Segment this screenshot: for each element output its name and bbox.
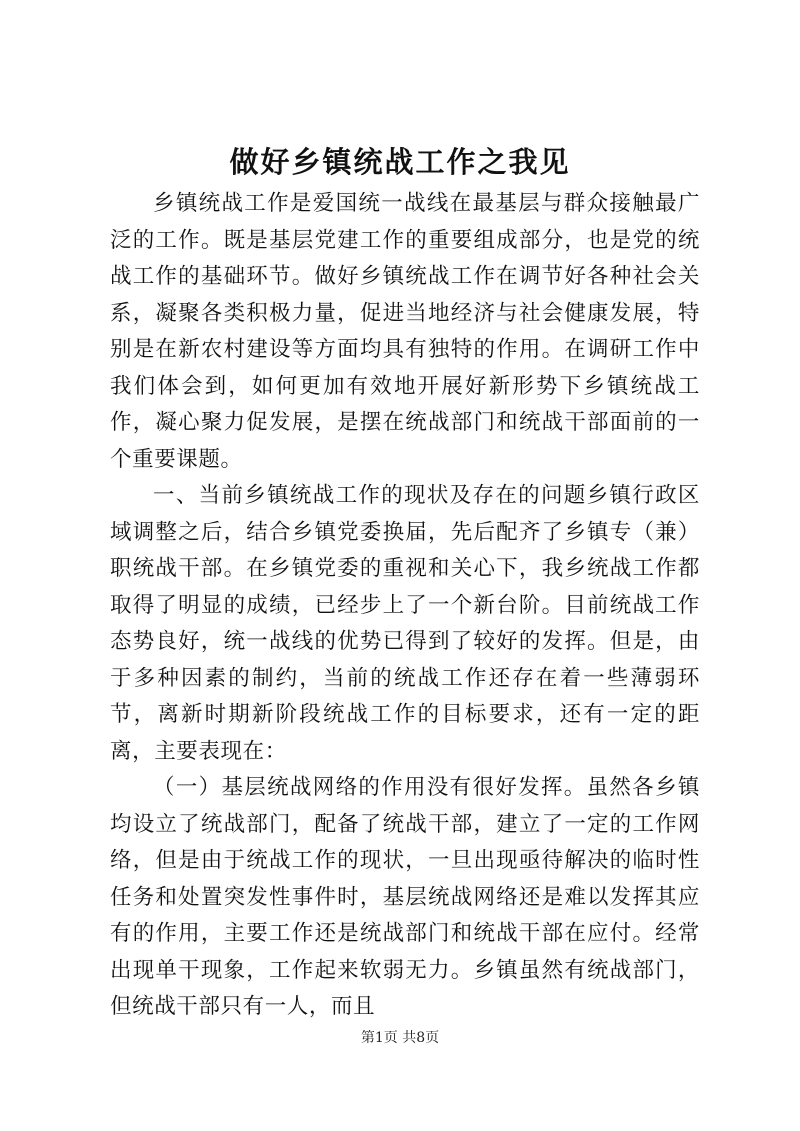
- paragraph-section-one: 一、当前乡镇统战工作的现状及存在的问题乡镇行政区域调整之后，结合乡镇党委换届，先后配齐了乡镇专（兼）职统战干部。在乡镇党委的重视和关心下，我乡统战工作都取得了明显的成绩，已经步上了一个新台阶。目前统战工作态势良好，统一战线的优势已得到了较好的发挥。但是，由于多种因素的制约，当前的统战工作还存在着一些薄弱环节，离新时期新阶段统战工作的目标要求，还有一定的距离，主要表现在：: [110, 483, 700, 764]
- paragraph-intro: 乡镇统战工作是爱国统一战线在最基层与群众接触最广泛的工作。既是基层党建工作的重要组成部分，也是党的统战工作的基础环节。做好乡镇统战工作在调节好各种社会关系，凝聚各类积极力量，促进当地经济与社会健康发展，特别是在新农村建设等方面均具有独特的作用。在调研工作中我们体会到，如何更加有效地开展好新形势下乡镇统战工作，凝心聚力促发展，是摆在统战部门和统战干部面前的一个重要课题。: [110, 191, 700, 472]
- paragraph-subsection-one: （一）基层统战网络的作用没有很好发挥。虽然各乡镇均设立了统战部门，配备了统战干部，建立了一定的工作网络，但是由于统战工作的现状，一旦出现亟待解决的临时性任务和处置突发性事件时，基层统战网络还是难以发挥其应有的作用，主要工作还是统战部门和统战干部在应付。经常出现单干现象，工作起来软弱无力。乡镇虽然有统战部门，但统战干部只有一人，而且: [110, 775, 700, 1019]
- page-number-footer: 第1页 共8页: [360, 1030, 440, 1046]
- document-body: [110, 186, 700, 1026]
- document-title: 做好乡镇统战工作之我见: [229, 145, 571, 179]
